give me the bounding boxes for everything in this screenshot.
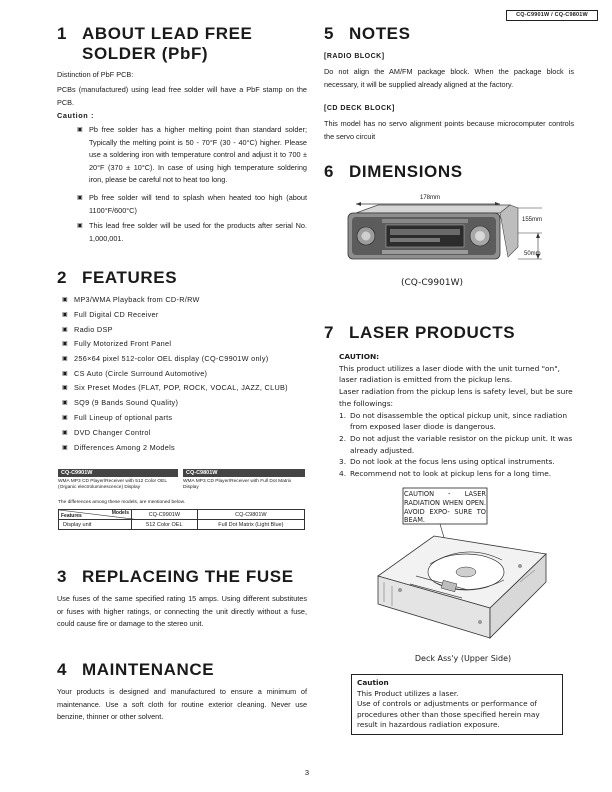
feature-item: ▣ Radio DSP: [62, 323, 307, 338]
bullet-icon: ▣: [77, 223, 83, 230]
model-card-c9901w: [58, 469, 178, 491]
bullet-icon: ▣: [62, 429, 68, 436]
section-1-title-line2: SOLDER (PbF): [82, 44, 209, 63]
model-card-title: CQ-C9801W: [183, 469, 305, 477]
bullet-icon: ▣: [62, 311, 68, 318]
dimension-drawing: [342, 193, 552, 293]
model-card-desc: WMA MP3 CD Player/Receiver with 512 Color OEL (Organic electroluminescence) Display: [58, 479, 167, 490]
caution-item: ▣ Pb free solder will tend to splash when heated too high (about 1100°F/600°C): [77, 192, 307, 215]
bullet-icon: ▣: [62, 400, 68, 407]
model-difference-note: The differences among these models, are mentioned below.: [58, 500, 186, 505]
dimension-height: 50mm: [524, 251, 541, 257]
bullet-icon: ▣: [77, 127, 83, 133]
page-number: 3: [304, 768, 310, 777]
caution-box-line1: This Product utilizes a laser.: [357, 688, 459, 698]
feature-item: ▣ Full Digital CD Receiver: [62, 308, 307, 323]
head-unit-illustration: [342, 193, 552, 273]
laser-warning-label: CAUTION - LASER RADIATION WHEN OPEN. AVOID EXPO- SURE TO BEAM.: [404, 490, 486, 525]
laser-intro-1: This product utilizes a laser diode with the unit turned "on", laser radiation is emitted from the pickup lens.: [339, 363, 560, 385]
section-7-number: 7: [324, 323, 335, 342]
bullet-icon: ▣: [62, 384, 68, 391]
model-difference-table: [58, 509, 305, 530]
feature-item: ▣ SQ9 (9 Bands Sound Quality): [62, 396, 307, 411]
fuse-text: Use fuses of the same specified rating 15 amps. Using different substitutes or fuses with higher ratings, or connecting the unit directly without a fuse, could cause fire or damage to the stereo unit.: [57, 594, 307, 629]
laser-intro-2: Laser radiation from the pickup lens is safety level, but be sure the followings:: [339, 387, 573, 408]
radio-block-text: Do not align the AM/FM package block. When the package block is necessary, it will be supplied already aligned at the factory.: [324, 67, 574, 89]
laser-caution-heading: CAUTION:: [339, 352, 380, 361]
dimension-width: 178mm: [420, 195, 441, 201]
laser-caution-box: [351, 674, 563, 735]
bullet-icon: ▣: [62, 370, 68, 377]
section-1-title-line1: ABOUT LEAD FREE: [82, 24, 253, 43]
bullet-icon: ▣: [62, 444, 68, 451]
pbf-stamp-text: PCBs (manufactured) using lead free solder will have a PbF stamp on the PCB.: [57, 85, 307, 107]
dimension-caption: (CQ-C9901W): [401, 278, 463, 288]
deck-illustration: [370, 486, 550, 646]
table-header-cell: CQ-C9901W: [132, 510, 198, 520]
table-cell: Full Dot Matrix (Light Blue): [197, 520, 304, 530]
section-4-number: 4: [57, 660, 68, 679]
caution-label: Caution :: [57, 111, 95, 120]
caution-box-title: Caution: [357, 678, 389, 687]
model-card-title: CQ-C9901W: [58, 469, 178, 477]
caution-box-line2: Use of controls or adjustments or performance of procedures other than those specified herein may result in hazardous radiation exposure.: [357, 699, 540, 730]
bullet-icon: ▣: [62, 415, 68, 422]
model-card-c9801w: [183, 469, 305, 491]
caution-item: ▣ Pb free solder has a higher melting point than standard solder; Typically the melting point is 50 - 70°F (30 - 40°C) higher. Please use a soldering iron with temperature control and adjust it to 700 ± 20°F (370 ± 10°C). In case of using high temperature soldering iron, please be careful not to heat too long.: [77, 125, 307, 185]
feature-item: ▣ Differences Among 2 Models: [62, 441, 307, 456]
caution-item: ▣ This lead free solder will be used for the products after serial No. 1,000,001.: [77, 221, 307, 243]
section-3-title: 3 REPLACEING THE FUSE: [57, 567, 294, 586]
section-5-number: 5: [324, 24, 335, 43]
table-cell: 512 Color OEL: [132, 520, 198, 530]
model-tag: CQ-C9901W / CQ-C9801W: [506, 10, 598, 21]
bullet-icon: ▣: [62, 326, 68, 333]
deck-caption: Deck Ass'y (Upper Side): [414, 654, 512, 663]
section-5-title: 5 NOTES: [324, 24, 411, 43]
laser-caution-list: [339, 410, 579, 480]
feature-item: ▣ Full Lineup of optional parts: [62, 411, 307, 426]
section-7-title: 7 LASER PRODUCTS: [324, 323, 516, 342]
bullet-icon: ▣: [77, 194, 83, 201]
feature-item: ▣ 256×64 pixel 512-color OEL display (CQ-C9901W only): [62, 352, 307, 367]
laser-item: 4. Recommend not to look at pickup lens for a long time.: [339, 469, 552, 479]
bullet-icon: ▣: [62, 356, 68, 363]
laser-item: 3. Do not look at the focus lens using optical instruments.: [339, 457, 555, 467]
laser-item: 1. Do not disassemble the optical pickup unit, since radiation from exposed laser diode is dangerous.: [339, 410, 568, 432]
features-list: [62, 293, 307, 455]
radio-block-label: [RADIO BLOCK]: [324, 53, 385, 60]
model-card-desc: WMA MP3 CD Player/Receiver with Full Dot Matrix Display: [183, 479, 292, 490]
cd-deck-text: This model has no servo alignment points because microcomputer controls the servo circuit: [324, 119, 574, 141]
maintenance-text: Your products is designed and manufactured to ensure a minimum of maintenance. Use a soft cloth for routine exterior cleaning. Never use benzine, thinner or other solvent.: [57, 687, 307, 722]
solder-caution-list: [77, 124, 307, 245]
dimension-depth: 155mm: [522, 217, 543, 223]
feature-item: ▣ CS Auto (Circle Surround Automotive): [62, 367, 307, 382]
laser-caution-section: [339, 351, 579, 480]
bullet-icon: ▣: [62, 341, 68, 348]
section-1-title: [57, 24, 307, 64]
bullet-icon: ▣: [62, 297, 68, 303]
table-cell: Display unit: [59, 520, 132, 530]
feature-item: ▣ DVD Changer Control: [62, 426, 307, 441]
table-header-cell: CQ-C9801W: [197, 510, 304, 520]
feature-item: ▣ MP3/WMA Playback from CD-R/RW: [62, 293, 307, 308]
section-4-title: 4 MAINTENANCE: [57, 660, 215, 679]
feature-item: ▣ Six Preset Modes (FLAT, POP, ROCK, VOCAL, JAZZ, CLUB): [62, 382, 307, 395]
corner-bottom-label: Features: [61, 513, 82, 519]
section-2-title: 2 FEATURES: [57, 268, 178, 287]
section-1-number: 1: [57, 24, 68, 43]
laser-item: 2. Do not adjust the variable resistor on the pickup unit. It was already adjusted.: [339, 433, 573, 455]
pbf-distinction: Distinction of PbF PCB:: [57, 70, 134, 79]
corner-top-label: Models: [111, 510, 129, 516]
table-corner-cell: [59, 510, 132, 520]
section-6-number: 6: [324, 162, 335, 181]
table-header-row: [59, 510, 305, 520]
section-6-title: 6 DIMENSIONS: [324, 162, 463, 181]
feature-item: ▣ Fully Motorized Front Panel: [62, 337, 307, 352]
section-2-number: 2: [57, 268, 68, 287]
cd-deck-label: [CD DECK BLOCK]: [324, 105, 395, 112]
table-row: [59, 520, 305, 530]
section-3-number: 3: [57, 567, 68, 586]
